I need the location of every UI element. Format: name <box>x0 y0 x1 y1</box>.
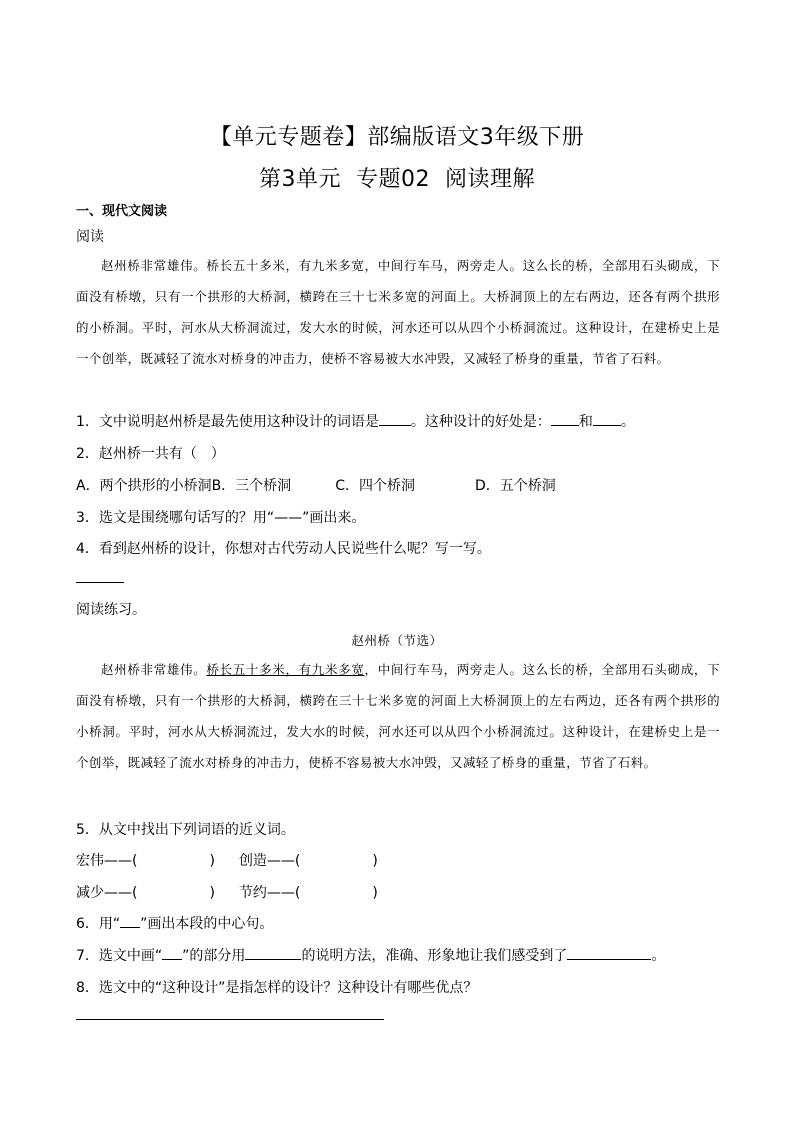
q7-blank-1[interactable] <box>245 946 301 960</box>
q5-row-1 <box>76 850 378 870</box>
q6-blank <box>120 914 140 928</box>
answer-line-q4[interactable] <box>76 582 124 583</box>
question-3: 3．选文是围绕哪句话写的？用“——”画出来。 <box>76 510 366 526</box>
passage-1 <box>76 250 720 374</box>
passage-2 <box>76 654 720 778</box>
question-8: 8．选文中的“这种设计”是指怎样的设计？这种设计有哪些优点？ <box>76 980 478 996</box>
q1-text-and: 和 <box>578 414 593 430</box>
q1-blank-3[interactable] <box>593 412 621 426</box>
q7-text-mid1: ”的部分用 <box>182 948 246 964</box>
question-7 <box>76 945 665 965</box>
q1-blank-2[interactable] <box>551 412 579 426</box>
option-c[interactable]: C．四个桥洞 <box>335 478 415 494</box>
q5-close-b: ) <box>372 853 378 869</box>
q7-text-mid2: 的说明方法，准确、形象地让我们感受到了 <box>301 948 568 964</box>
question-6 <box>76 913 273 933</box>
q5-item-c: 减少——( <box>76 885 138 901</box>
question-4: 4．看到赵州桥的设计，你想对古代劳动人民说些什么呢？写一写。 <box>76 541 491 557</box>
q5-close-d: ) <box>372 885 378 901</box>
section-heading: 一、现代文阅读 <box>76 204 168 219</box>
q6-text-end: ”画出本段的中心句。 <box>140 916 274 932</box>
q5-item-b: 创造——( <box>238 853 301 869</box>
q7-mark <box>162 946 182 960</box>
practice-label: 阅读练习。 <box>76 602 146 618</box>
passage-2-underlined: 桥长五十多米，有九米多宽 <box>206 662 365 677</box>
option-b[interactable]: B．三个桥洞 <box>211 478 292 494</box>
question-2-options <box>76 475 556 495</box>
q5-item-a: 宏伟——( <box>76 853 138 869</box>
q7-text-start: 7．选文中画“ <box>76 948 163 964</box>
q1-text-end: 。 <box>620 414 635 430</box>
option-a[interactable]: A．两个拱形的小桥洞 <box>76 478 212 494</box>
q6-text-start: 6．用“ <box>76 916 121 932</box>
q5-close-c: ) <box>209 885 215 901</box>
q1-blank-1[interactable] <box>379 412 411 426</box>
question-1 <box>76 411 635 431</box>
passage-2-lead: 赵州桥非常雄伟。 <box>101 662 207 677</box>
passage-2-rest: ，中间行车马，两旁走人。这么长的桥，全部用石头砌成，下面没有桥墩，只有一个拱形的大桥洞，横跨在三十七米多宽的河面上大桥洞顶上的左右两边，还各有两个拱形的小桥洞。平时，河水从大桥洞流过，发大水的时候，河水还可以从四个小桥洞流过。这种设计，在建桥史上是一个创举，既减轻了流水对桥身的冲击力，使桥不容易被大水冲毁，又减轻了桥身的重量，节省了石料。 <box>76 662 720 770</box>
q5-row-2 <box>76 882 378 902</box>
page-subtitle: 第3单元 专题02 阅读理解 <box>259 167 535 192</box>
q1-text-mid: 。这种设计的好处是： <box>410 414 551 430</box>
q7-blank-2[interactable] <box>567 946 651 960</box>
answer-line-q8[interactable] <box>76 1019 384 1020</box>
page-title: 【单元专题卷】部编版语文3年级下册 <box>209 125 585 150</box>
option-d[interactable]: D．五个桥洞 <box>474 478 556 494</box>
read-label: 阅读 <box>76 229 104 245</box>
q1-text-start: 1．文中说明赵州桥是最先使用这种设计的词语是 <box>76 414 379 430</box>
passage-2-title: 赵州桥（节选） <box>351 633 443 648</box>
q7-text-end: 。 <box>651 948 666 964</box>
q5-close-a: ) <box>209 853 215 869</box>
passage-1-text: 赵州桥非常雄伟。桥长五十多米，有九米多宽，中间行车马，两旁走人。这么长的桥，全部用石头砌成，下面没有桥墩，只有一个拱形的大桥洞，横跨在三十七米多宽的河面上。大桥洞顶上的左右两边，还各有两个拱形的小桥洞。平时，河水从大桥洞流过，发大水的时候，河水还可以从四个小桥洞流过。这种设计，在建桥史上是一个创举，既减轻了流水对桥身的冲击力，使桥不容易被大水冲毁，又减轻了桥身的重量，节省了石料。 <box>76 258 720 366</box>
question-2: 2．赵州桥一共有（ ） <box>76 446 225 462</box>
q5-item-d: 节约——( <box>238 885 301 901</box>
question-5: 5．从文中找出下列词语的近义词。 <box>76 822 295 838</box>
